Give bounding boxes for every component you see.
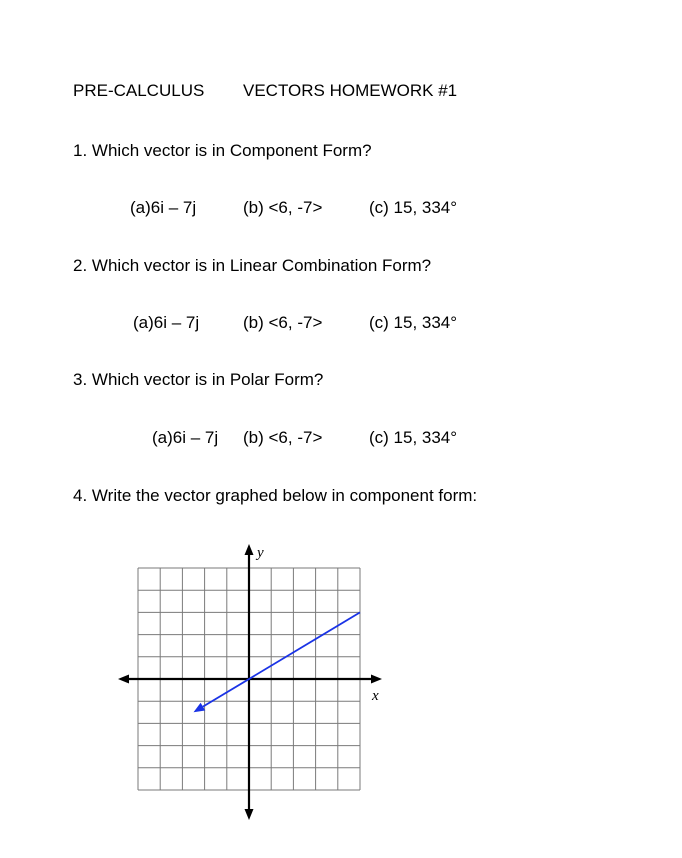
vector-arrowhead: [194, 703, 206, 713]
vector: [194, 612, 361, 712]
question-text: Which vector is in Linear Combination Form?: [91, 256, 432, 275]
question-number: 3.: [73, 370, 88, 389]
question-number: 4.: [73, 486, 88, 505]
q3-option-c: (c) 15, 334°: [369, 428, 458, 447]
q1-option-a: (a)6i – 7j: [130, 198, 197, 217]
question-4: [73, 486, 477, 506]
question-2: [73, 256, 431, 276]
x-axis-arrow-left: [118, 675, 129, 684]
q2-option-b: (b) <6, -7>: [243, 313, 323, 332]
assignment-title: VECTORS HOMEWORK #1: [243, 81, 458, 100]
q1-option-c: (c) 15, 334°: [369, 198, 458, 217]
x-axis-label: x: [372, 688, 379, 704]
coordinate-graph: [110, 540, 400, 820]
course-title: PRE-CALCULUS: [73, 81, 205, 100]
q3-option-a: (a)6i – 7j: [152, 428, 219, 447]
question-number: 2.: [73, 256, 88, 275]
x-axis-arrow-right: [371, 675, 382, 684]
question-text: Which vector is in Component Form?: [91, 141, 372, 160]
axes: [118, 544, 382, 820]
y-axis-arrow-up: [245, 544, 254, 555]
q2-option-c: (c) 15, 334°: [369, 313, 458, 332]
question-number: 1.: [73, 141, 88, 160]
q2-option-a: (a)6i – 7j: [133, 313, 200, 332]
q3-option-b: (b) <6, -7>: [243, 428, 323, 447]
question-1: [73, 141, 372, 161]
question-3: [73, 370, 323, 390]
y-axis-label: y: [257, 545, 264, 561]
y-axis-arrow-down: [245, 809, 254, 820]
q1-option-b: (b) <6, -7>: [243, 198, 323, 217]
question-text: Which vector is in Polar Form?: [91, 370, 324, 389]
question-text: Write the vector graphed below in component form:: [91, 486, 478, 505]
